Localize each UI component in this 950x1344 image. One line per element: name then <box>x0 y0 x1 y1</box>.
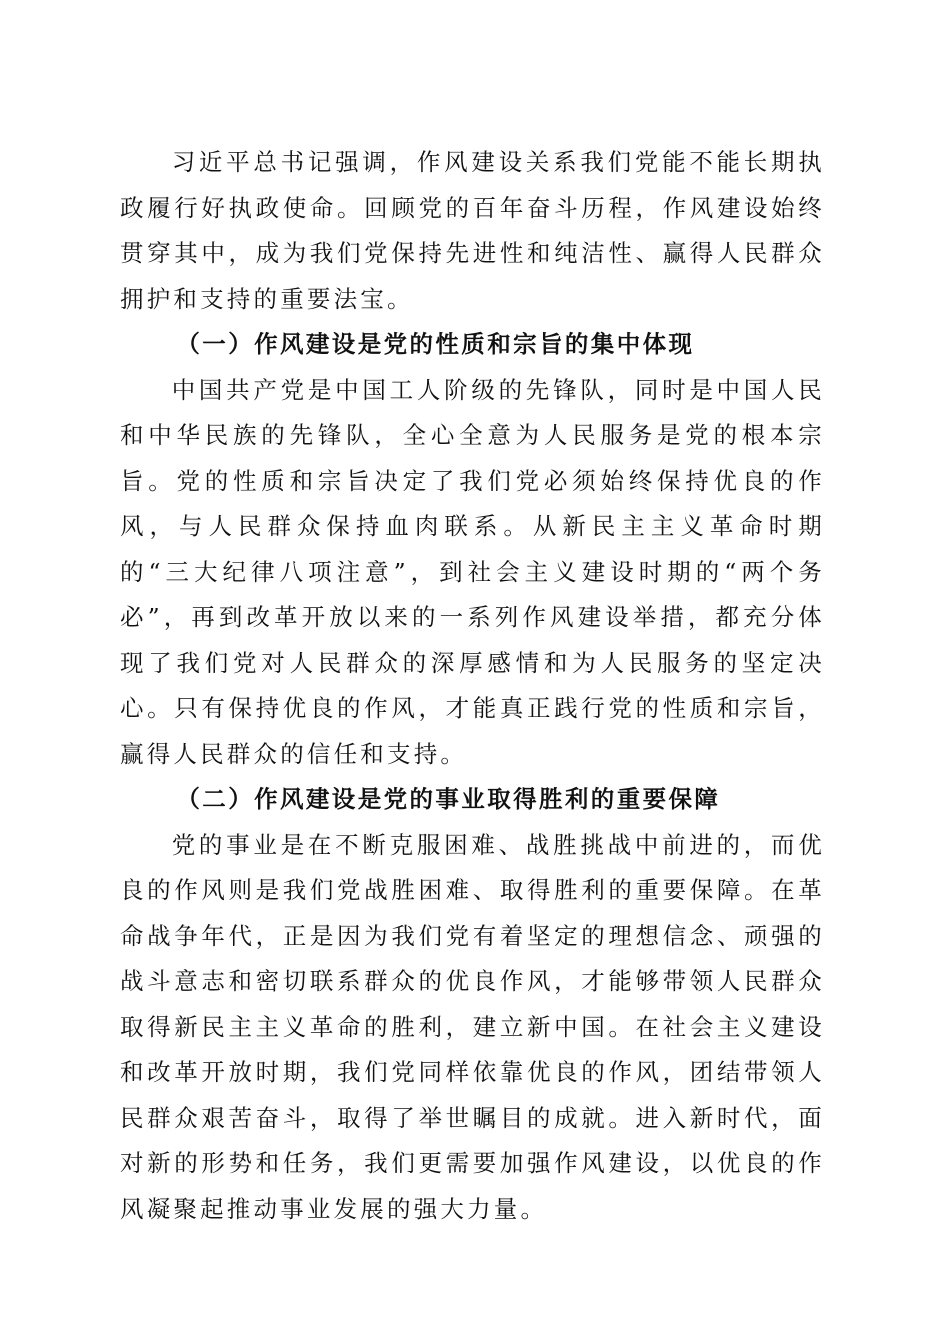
section-2-paragraph: 党的事业是在不断克服困难、战胜挑战中前进的，而优良的作风则是我们党战胜困难、取得胜利的重要保障。在革命战争年代，正是因为我们党有着坚定的理想信念、顽强的战斗意志和密切联系群众的优良作风，才能够带领人民群众取得新民主主义革命的胜利，建立新中国。在社会主义建设和改革开放时期，我们党同样依靠优良的作风，团结带领人民群众艰苦奋斗，取得了举世瞩目的成就。进入新时代，面对新的形势和任务，我们更需要加强作风建设，以优良的作风凝聚起推动事业发展的强大力量。 <box>120 830 825 1223</box>
section-heading-2: （二）作风建设是党的事业取得胜利的重要保障 <box>176 785 721 813</box>
intro-paragraph: 习近平总书记强调，作风建设关系我们党能不能长期执政履行好执政使命。回顾党的百年奋斗历程，作风建设始终贯穿其中，成为我们党保持先进性和纯洁性、赢得人民群众拥护和支持的重要法宝。 <box>120 148 825 313</box>
document-body <box>120 140 825 1232</box>
section-heading-1: （一）作风建设是党的性质和宗旨的集中体现 <box>176 330 695 358</box>
section-1-paragraph: 中国共产党是中国工人阶级的先锋队，同时是中国人民和中华民族的先锋队，全心全意为人民服务是党的根本宗旨。党的性质和宗旨决定了我们党必须始终保持优良的作风，与人民群众保持血肉联系。从新民主主义革命时期的“三大纪律八项注意”，到社会主义建设时期的“两个务必”，再到改革开放以来的一系列作风建设举措，都充分体现了我们党对人民群众的深厚感情和为人民服务的坚定决心。只有保持优良的作风，才能真正践行党的性质和宗旨，赢得人民群众的信任和支持。 <box>120 375 825 768</box>
